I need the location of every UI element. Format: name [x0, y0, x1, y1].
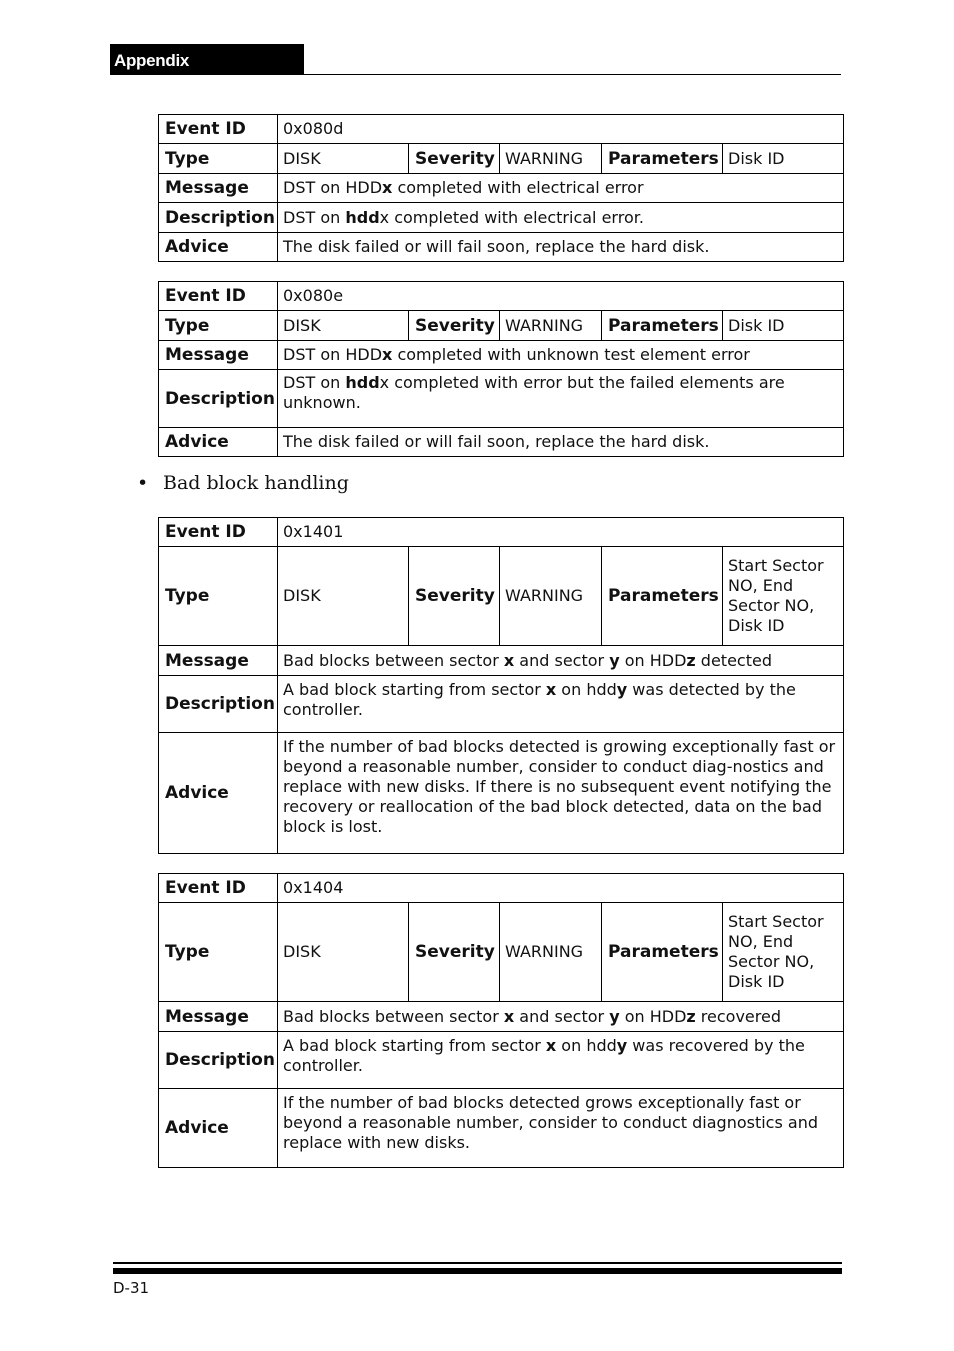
type-label: Type: [159, 903, 278, 1002]
footer-rule-thin: [113, 1262, 842, 1264]
footer-rule-thick: [113, 1268, 842, 1274]
severity-label: Severity: [409, 903, 500, 1002]
event-table-0x080d: [158, 114, 844, 262]
parameters-value: Start Sector NO, End Sector NO, Disk ID: [723, 547, 844, 646]
advice-label: Advice: [159, 1089, 278, 1168]
event-id-value: 0x080e: [278, 282, 844, 311]
severity-value: WARNING: [500, 547, 602, 646]
description-value: DST on hddx completed with error but the failed elements are unknown.: [278, 370, 844, 428]
section-title: Appendix: [114, 51, 190, 70]
severity-value: WARNING: [500, 311, 602, 341]
advice-value: The disk failed or will fail soon, replace the hard disk.: [278, 233, 844, 262]
message-value: Bad blocks between sector x and sector y on HDDz detected: [278, 646, 844, 676]
severity-value: WARNING: [500, 144, 602, 174]
event-id-label: Event ID: [159, 874, 278, 903]
message-value: DST on HDDx completed with unknown test element error: [278, 341, 844, 370]
message-value: Bad blocks between sector x and sector y on HDDz recovered: [278, 1002, 844, 1032]
bullet-text: Bad block handling: [163, 472, 349, 494]
event-table-0x080e: [158, 281, 844, 457]
event-id-label: Event ID: [159, 282, 278, 311]
event-table-0x1401: [158, 517, 844, 854]
message-label: Message: [159, 341, 278, 370]
description-label: Description: [159, 370, 278, 428]
parameters-value: Disk ID: [723, 311, 844, 341]
parameters-label: Parameters: [602, 311, 723, 341]
type-value: DISK: [278, 144, 409, 174]
page-number: D-31: [113, 1279, 150, 1297]
event-id-value: 0x1401: [278, 518, 844, 547]
description-value: DST on hddx completed with electrical error.: [278, 203, 844, 233]
parameters-value: Start Sector NO, End Sector NO, Disk ID: [723, 903, 844, 1002]
parameters-label: Parameters: [602, 903, 723, 1002]
type-value: DISK: [278, 311, 409, 341]
severity-label: Severity: [409, 547, 500, 646]
bullet-icon: •: [137, 472, 149, 494]
severity-value: WARNING: [500, 903, 602, 1002]
event-table-0x1404: [158, 873, 844, 1168]
message-label: Message: [159, 174, 278, 203]
severity-label: Severity: [409, 311, 500, 341]
description-label: Description: [159, 203, 278, 233]
event-id-value: 0x080d: [278, 115, 844, 144]
message-label: Message: [159, 1002, 278, 1032]
parameters-label: Parameters: [602, 547, 723, 646]
advice-value: If the number of bad blocks detected grows exceptionally fast or beyond a reasonable number, consider to conduct diagnostics and replace with new disks.: [278, 1089, 844, 1168]
type-label: Type: [159, 144, 278, 174]
section-header-tab: [110, 44, 304, 75]
advice-value: If the number of bad blocks detected is growing exceptionally fast or beyond a reasonable number, consider to conduct diag-nostics and replace with new disks. If there is no subsequent event notifying the recovery or reallocation of the bad block detected, data on the bad block is lost.: [278, 733, 844, 854]
type-value: DISK: [278, 903, 409, 1002]
type-label: Type: [159, 311, 278, 341]
event-id-value: 0x1404: [278, 874, 844, 903]
parameters-label: Parameters: [602, 144, 723, 174]
bullet-heading: [137, 472, 349, 494]
description-label: Description: [159, 1032, 278, 1089]
type-label: Type: [159, 547, 278, 646]
event-id-label: Event ID: [159, 115, 278, 144]
advice-label: Advice: [159, 233, 278, 262]
message-value: DST on HDDx completed with electrical error: [278, 174, 844, 203]
description-value: A bad block starting from sector x on hddy was detected by the controller.: [278, 676, 844, 733]
advice-label: Advice: [159, 733, 278, 854]
advice-value: The disk failed or will fail soon, replace the hard disk.: [278, 428, 844, 457]
message-label: Message: [159, 646, 278, 676]
severity-label: Severity: [409, 144, 500, 174]
description-value: A bad block starting from sector x on hddy was recovered by the controller.: [278, 1032, 844, 1089]
event-id-label: Event ID: [159, 518, 278, 547]
type-value: DISK: [278, 547, 409, 646]
parameters-value: Disk ID: [723, 144, 844, 174]
description-label: Description: [159, 676, 278, 733]
advice-label: Advice: [159, 428, 278, 457]
header-rule: [110, 74, 841, 75]
